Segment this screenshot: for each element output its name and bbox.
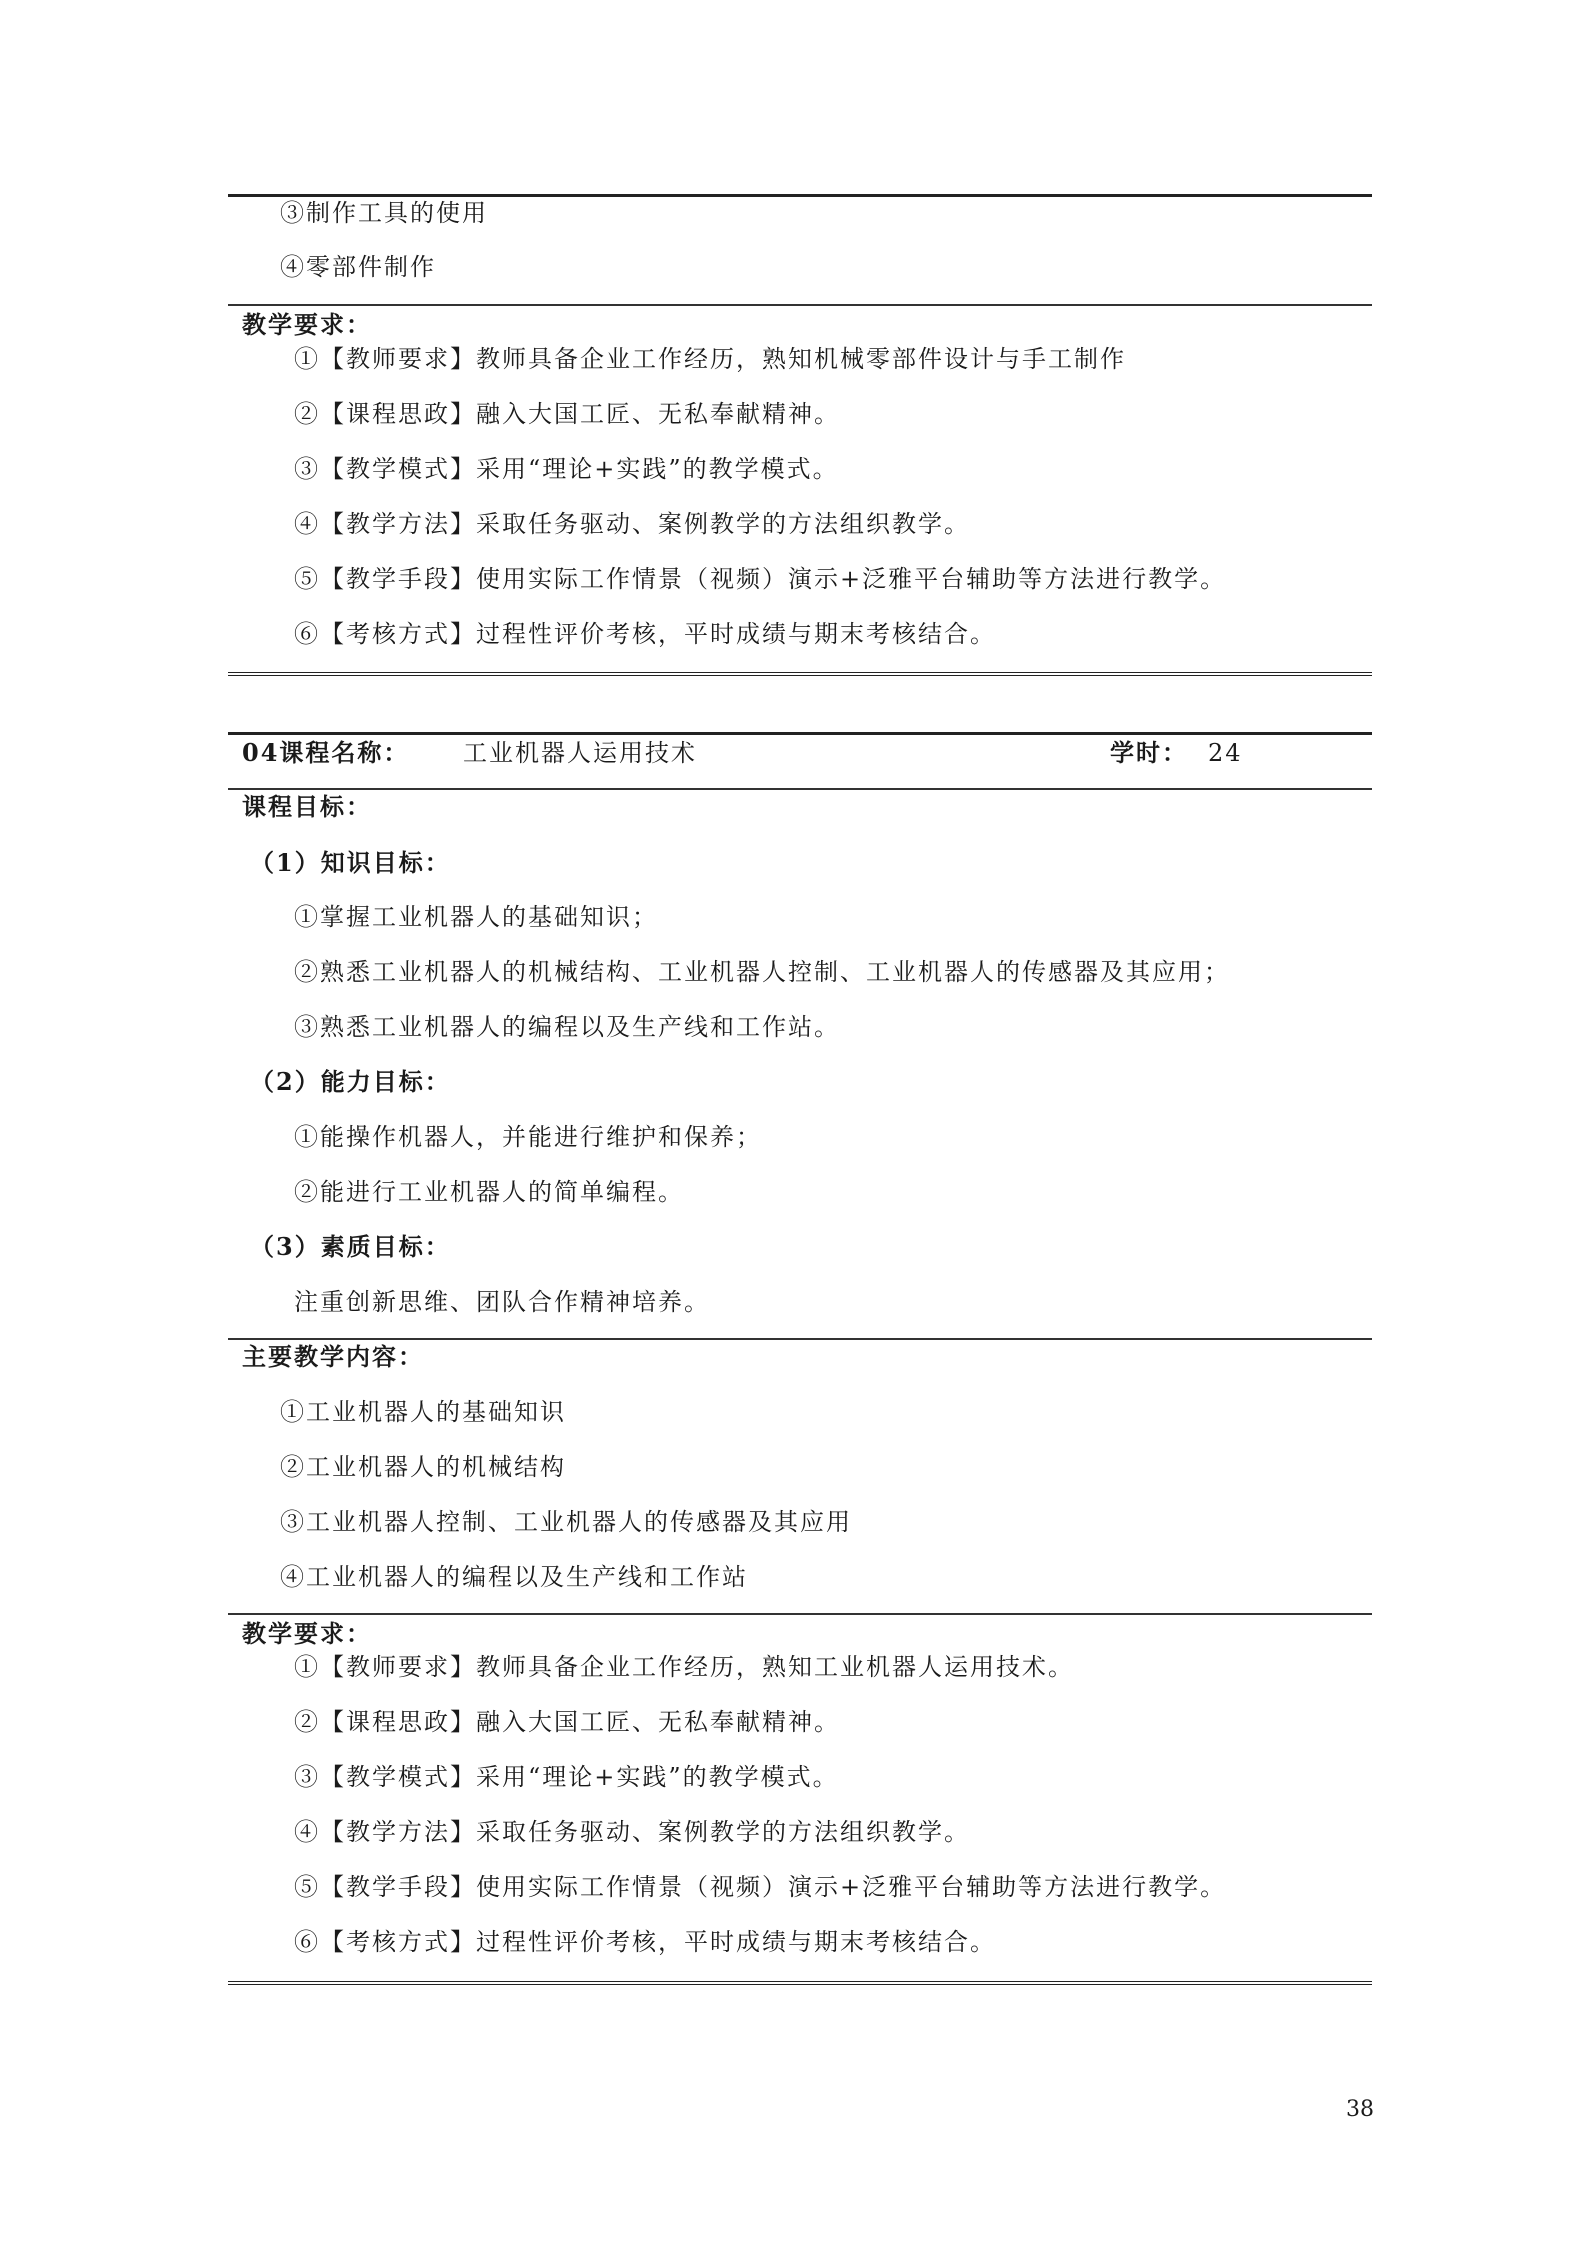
section-divider: [228, 304, 1372, 306]
requirement-item: ⑤【教学手段】使用实际工作情景（视频）演示+泛雅平台辅助等方法进行教学。: [294, 1873, 1227, 1901]
requirement-item: ②【课程思政】融入大国工匠、无私奉献精神。: [294, 1708, 840, 1736]
quality-goal-label: （3）素质目标：: [250, 1232, 451, 1261]
requirement-item: ①【教师要求】教师具备企业工作经历，熟知工业机器人运用技术。: [294, 1653, 1074, 1681]
content-item: ③制作工具的使用: [280, 199, 488, 227]
top-rule: [228, 732, 1372, 735]
requirement-item: ③【教学模式】采用“理论+实践”的教学模式。: [294, 1763, 839, 1791]
hours-value: 24: [1208, 739, 1243, 767]
knowledge-item: ③熟悉工业机器人的编程以及生产线和工作站。: [294, 1013, 840, 1041]
ability-item: ②能进行工业机器人的简单编程。: [294, 1178, 684, 1206]
requirement-item: ③【教学模式】采用“理论+实践”的教学模式。: [294, 455, 839, 483]
goal-label: 课程目标：: [242, 792, 372, 821]
requirements-label: 教学要求：: [242, 1619, 372, 1648]
content-item: ③工业机器人控制、工业机器人的传感器及其应用: [280, 1508, 852, 1536]
course-name: 工业机器人运用技术: [463, 739, 697, 767]
content-item: ②工业机器人的机械结构: [280, 1453, 566, 1481]
requirement-item: ⑤【教学手段】使用实际工作情景（视频）演示+泛雅平台辅助等方法进行教学。: [294, 565, 1227, 593]
hours-label: 学时：: [1110, 738, 1188, 767]
section-divider: [228, 788, 1372, 790]
content-item: ④零部件制作: [280, 253, 436, 281]
course-name-label: 04课程名称：: [242, 738, 410, 767]
top-rule: [228, 194, 1372, 197]
quality-item: 注重创新思维、团队合作精神培养。: [294, 1288, 710, 1316]
table-bottom-rule: [228, 1981, 1372, 1985]
table-bottom-rule: [228, 672, 1372, 676]
requirements-label: 教学要求：: [242, 310, 372, 339]
requirement-item: ⑥【考核方式】过程性评价考核，平时成绩与期末考核结合。: [294, 1928, 996, 1956]
content-label: 主要教学内容：: [242, 1342, 424, 1371]
requirement-item: ②【课程思政】融入大国工匠、无私奉献精神。: [294, 400, 840, 428]
page-number: 38: [1346, 2097, 1374, 2122]
content-item: ④工业机器人的编程以及生产线和工作站: [280, 1563, 748, 1591]
requirement-item: ①【教师要求】教师具备企业工作经历，熟知机械零部件设计与手工制作: [294, 345, 1126, 373]
section-divider: [228, 1613, 1372, 1615]
requirement-item: ④【教学方法】采取任务驱动、案例教学的方法组织教学。: [294, 1818, 970, 1846]
section-divider: [228, 1338, 1372, 1340]
ability-item: ①能操作机器人，并能进行维护和保养；: [294, 1123, 762, 1151]
content-item: ①工业机器人的基础知识: [280, 1398, 566, 1426]
requirement-item: ④【教学方法】采取任务驱动、案例教学的方法组织教学。: [294, 510, 970, 538]
ability-goal-label: （2）能力目标：: [250, 1067, 451, 1096]
requirement-item: ⑥【考核方式】过程性评价考核，平时成绩与期末考核结合。: [294, 620, 996, 648]
knowledge-goal-label: （1）知识目标：: [250, 848, 451, 877]
knowledge-item: ②熟悉工业机器人的机械结构、工业机器人控制、工业机器人的传感器及其应用；: [294, 958, 1230, 986]
knowledge-item: ①掌握工业机器人的基础知识；: [294, 903, 658, 931]
